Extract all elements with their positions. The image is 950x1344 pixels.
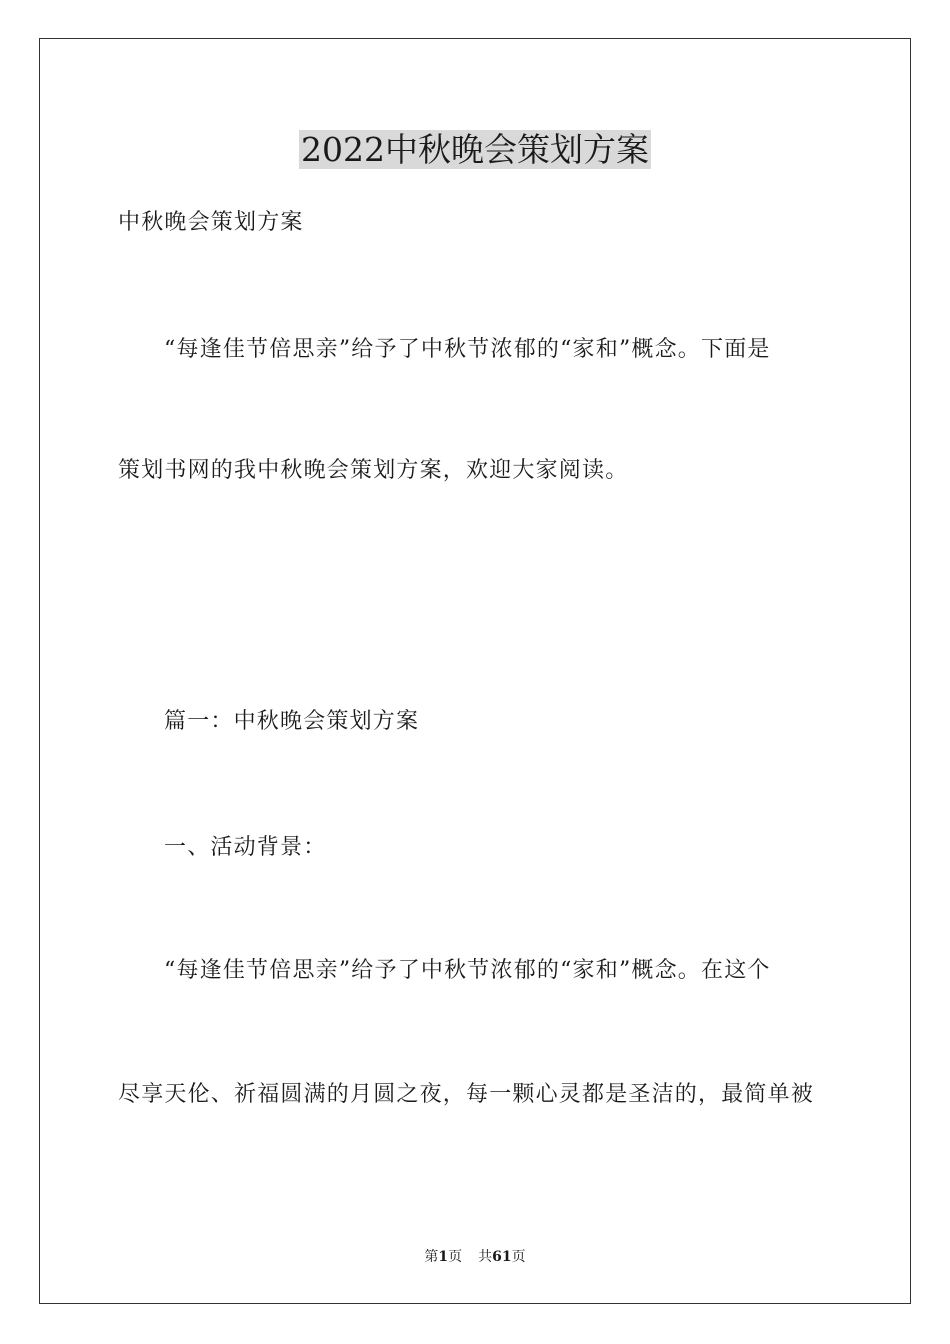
footer-total-pages: 61 <box>492 1249 512 1265</box>
footer-page-prefix: 第 <box>424 1249 439 1265</box>
paragraph-line: 策划书网的我中秋晚会策划方案，欢迎大家阅读。 <box>118 458 629 483</box>
paragraph-line: “每逢佳节倍思亲”给予了中秋节浓郁的“家和”概念。下面是 <box>164 337 771 362</box>
paragraph-line: 尽享天伦、祈福圆满的月圆之夜，每一颗心灵都是圣洁的，最简单被 <box>118 1082 815 1107</box>
section-heading: 篇一：中秋晚会策划方案 <box>164 709 420 734</box>
footer-total-suffix: 页 <box>511 1249 526 1265</box>
document-title-text: 2022中秋晚会策划方案 <box>301 130 649 169</box>
subsection-heading: 一、活动背景： <box>164 835 327 860</box>
footer-page-number: 1 <box>438 1249 449 1265</box>
paragraph-line: “每逢佳节倍思亲”给予了中秋节浓郁的“家和”概念。在这个 <box>164 958 771 983</box>
document-title <box>0 128 950 172</box>
footer-page-suffix: 页 <box>448 1249 463 1265</box>
footer-total-prefix: 共 <box>478 1249 493 1265</box>
subtitle-line: 中秋晚会策划方案 <box>118 210 304 235</box>
page-footer <box>0 1247 950 1267</box>
